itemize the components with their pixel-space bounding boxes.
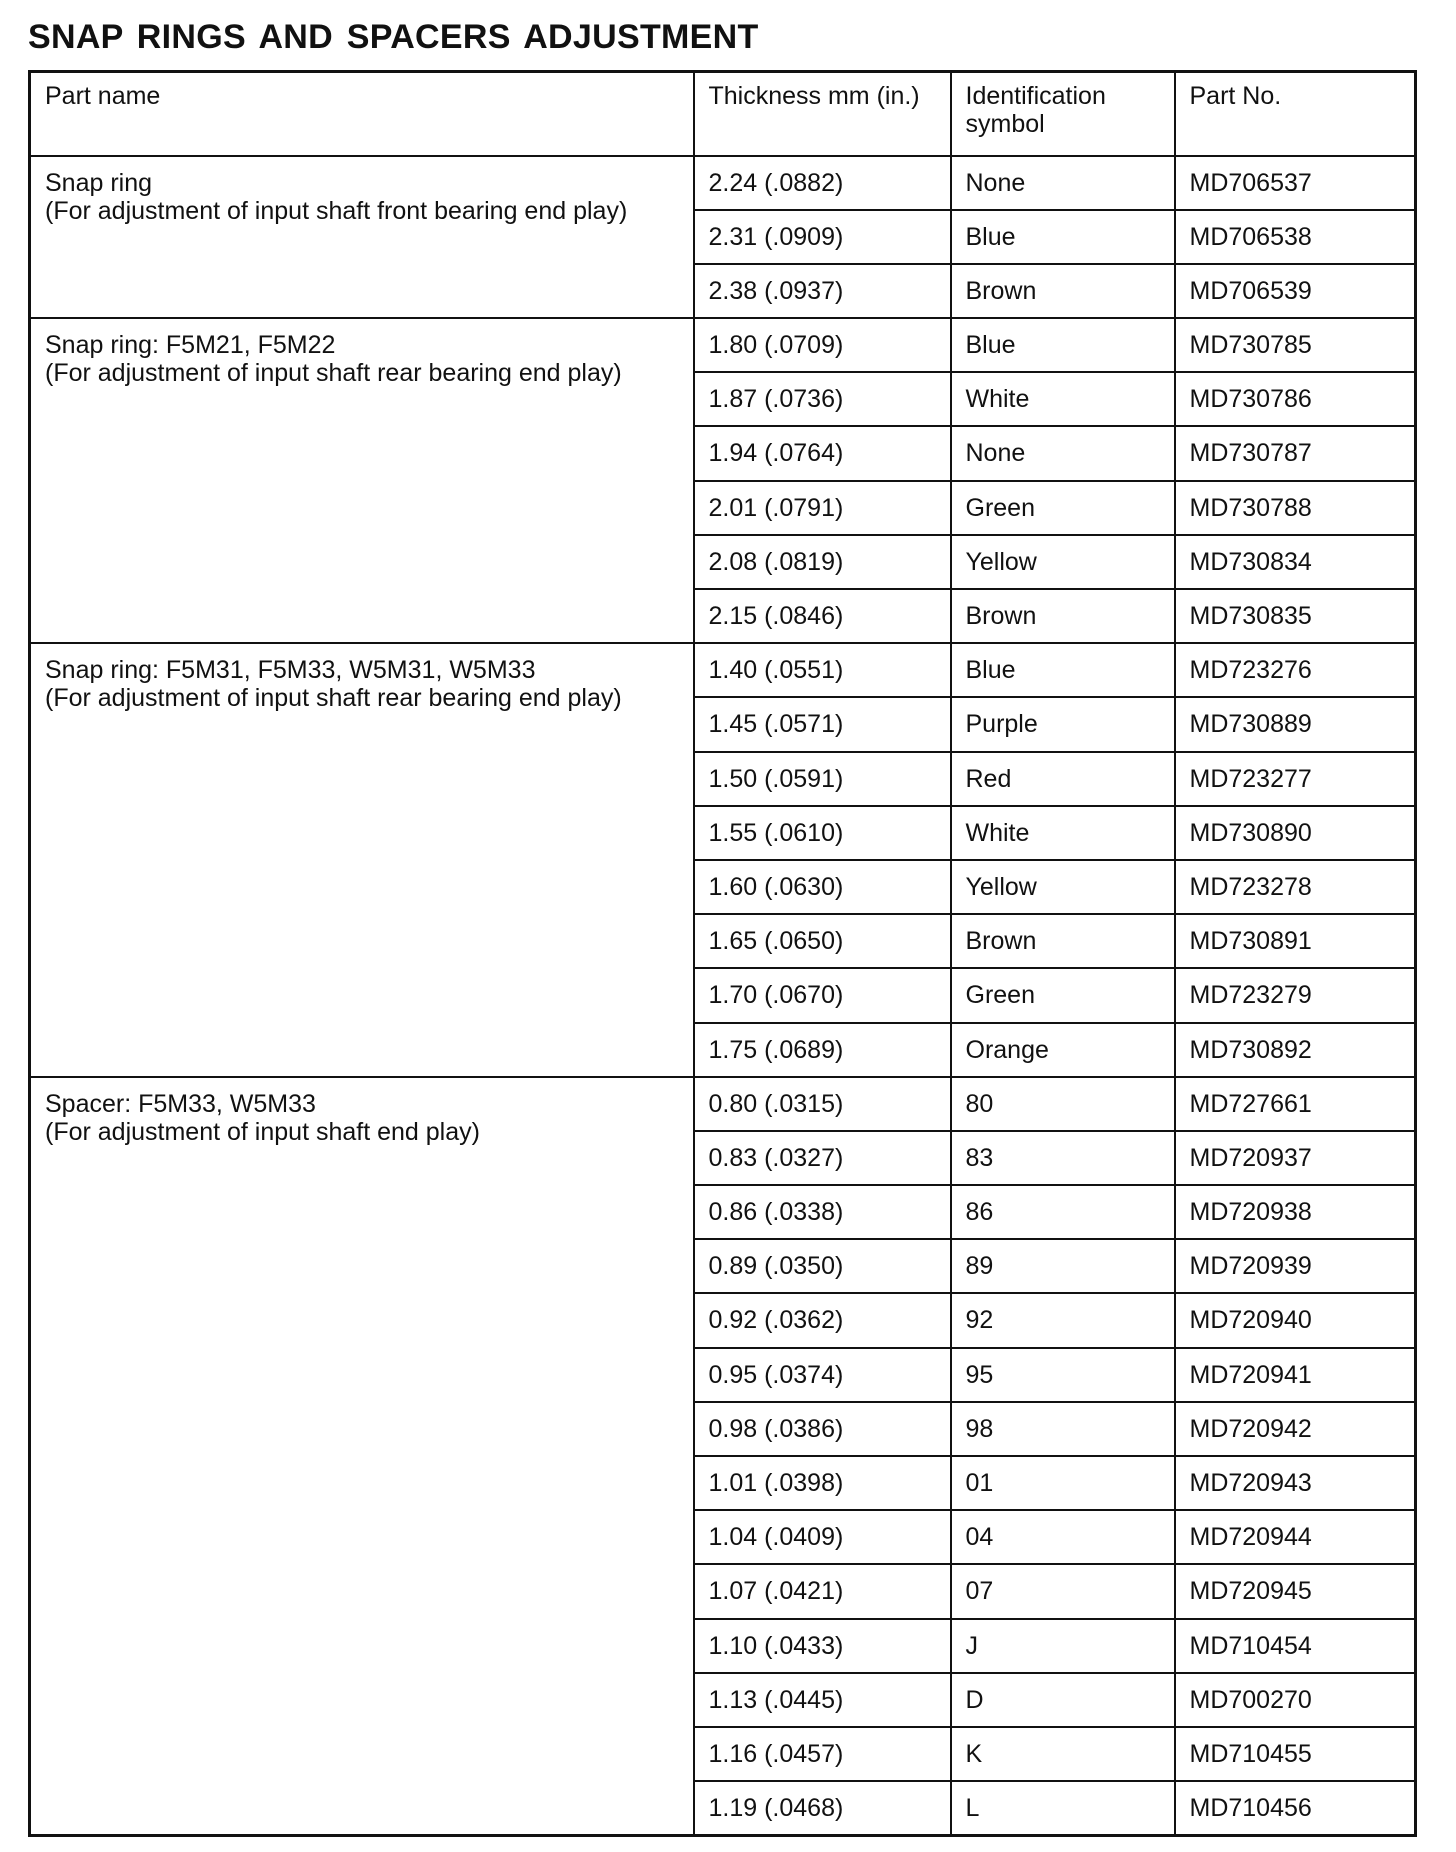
part-number-cell: MD727661 xyxy=(1175,1077,1416,1131)
thickness-cell: 1.60 (.0630) xyxy=(694,860,951,914)
part-number-cell: MD710455 xyxy=(1175,1727,1416,1781)
thickness-cell: 1.04 (.0409) xyxy=(694,1510,951,1564)
thickness-cell: 1.45 (.0571) xyxy=(694,697,951,751)
part-note: (For adjustment of input shaft rear bearing end play) xyxy=(45,684,622,713)
identification-symbol-cell: Blue xyxy=(951,210,1175,264)
identification-symbol-cell: 95 xyxy=(951,1348,1175,1402)
page-title: SNAP RINGS AND SPACERS ADJUSTMENT xyxy=(28,18,759,56)
column-header-identification-symbol xyxy=(951,72,1175,156)
thickness-cell: 0.83 (.0327) xyxy=(694,1131,951,1185)
identification-symbol-cell: Blue xyxy=(951,643,1175,697)
part-number-cell: MD723279 xyxy=(1175,968,1416,1022)
part-number-cell: MD720941 xyxy=(1175,1348,1416,1402)
identification-symbol-cell: Green xyxy=(951,481,1175,535)
thickness-cell: 1.19 (.0468) xyxy=(694,1781,951,1835)
thickness-cell: 1.65 (.0650) xyxy=(694,914,951,968)
part-number-cell: MD720939 xyxy=(1175,1239,1416,1293)
thickness-cell: 0.80 (.0315) xyxy=(694,1077,951,1131)
thickness-cell: 0.98 (.0386) xyxy=(694,1402,951,1456)
identification-symbol-cell: K xyxy=(951,1727,1175,1781)
part-number-cell: MD720945 xyxy=(1175,1564,1416,1618)
part-number-cell: MD710454 xyxy=(1175,1619,1416,1673)
identification-symbol-cell: 80 xyxy=(951,1077,1175,1131)
identification-symbol-cell: Yellow xyxy=(951,535,1175,589)
thickness-cell: 1.94 (.0764) xyxy=(694,426,951,480)
thickness-cell: 1.07 (.0421) xyxy=(694,1564,951,1618)
part-number-cell: MD723277 xyxy=(1175,752,1416,806)
identification-symbol-cell: Brown xyxy=(951,589,1175,643)
part-name-cell xyxy=(30,643,694,1077)
header-row xyxy=(30,72,1416,156)
part-number-cell: MD730785 xyxy=(1175,318,1416,372)
table-body xyxy=(30,156,1416,1836)
thickness-cell: 1.16 (.0457) xyxy=(694,1727,951,1781)
identification-symbol-cell: L xyxy=(951,1781,1175,1835)
thickness-cell: 1.55 (.0610) xyxy=(694,806,951,860)
identification-symbol-cell: Red xyxy=(951,752,1175,806)
identification-symbol-cell: Brown xyxy=(951,914,1175,968)
thickness-cell: 1.13 (.0445) xyxy=(694,1673,951,1727)
part-number-cell: MD720937 xyxy=(1175,1131,1416,1185)
part-number-cell: MD723276 xyxy=(1175,643,1416,697)
part-name: Snap ring xyxy=(45,168,153,197)
thickness-cell: 2.01 (.0791) xyxy=(694,481,951,535)
part-number-cell: MD706537 xyxy=(1175,156,1416,210)
identification-symbol-cell: 83 xyxy=(951,1131,1175,1185)
table-row xyxy=(30,318,1416,372)
identification-symbol-cell: 01 xyxy=(951,1456,1175,1510)
part-number-cell: MD730891 xyxy=(1175,914,1416,968)
part-name-cell xyxy=(30,156,694,319)
thickness-cell: 2.24 (.0882) xyxy=(694,156,951,210)
part-number-cell: MD730834 xyxy=(1175,535,1416,589)
thickness-cell: 1.50 (.0591) xyxy=(694,752,951,806)
column-header-part-no: Part No. xyxy=(1175,72,1416,156)
part-number-cell: MD730835 xyxy=(1175,589,1416,643)
identification-symbol-cell: Purple xyxy=(951,697,1175,751)
part-number-cell: MD720943 xyxy=(1175,1456,1416,1510)
identification-symbol-cell: None xyxy=(951,426,1175,480)
part-number-cell: MD730788 xyxy=(1175,481,1416,535)
thickness-cell: 0.89 (.0350) xyxy=(694,1239,951,1293)
thickness-cell: 1.70 (.0670) xyxy=(694,968,951,1022)
part-note: (For adjustment of input shaft end play) xyxy=(45,1117,480,1146)
thickness-cell: 1.80 (.0709) xyxy=(694,318,951,372)
thickness-cell: 1.87 (.0736) xyxy=(694,372,951,426)
identification-header-line1: Identification xyxy=(965,82,1106,110)
identification-header-line2: symbol xyxy=(965,110,1045,138)
identification-symbol-cell: None xyxy=(951,156,1175,210)
part-number-cell: MD730890 xyxy=(1175,806,1416,860)
identification-symbol-cell: Green xyxy=(951,968,1175,1022)
table-row xyxy=(30,1077,1416,1131)
identification-symbol-cell: 89 xyxy=(951,1239,1175,1293)
part-number-cell: MD730889 xyxy=(1175,697,1416,751)
part-number-cell: MD706539 xyxy=(1175,264,1416,318)
table-row xyxy=(30,156,1416,210)
identification-symbol-cell: Orange xyxy=(951,1023,1175,1077)
thickness-cell: 1.40 (.0551) xyxy=(694,643,951,697)
thickness-cell: 1.75 (.0689) xyxy=(694,1023,951,1077)
part-name: Snap ring: F5M31, F5M33, W5M31, W5M33 xyxy=(45,656,536,685)
part-number-cell: MD710456 xyxy=(1175,1781,1416,1835)
identification-symbol-cell: 92 xyxy=(951,1293,1175,1347)
part-number-cell: MD720938 xyxy=(1175,1185,1416,1239)
thickness-cell: 2.15 (.0846) xyxy=(694,589,951,643)
part-number-cell: MD730786 xyxy=(1175,372,1416,426)
column-header-thickness: Thickness mm (in.) xyxy=(694,72,951,156)
part-number-cell: MD700270 xyxy=(1175,1673,1416,1727)
table-header xyxy=(30,72,1416,156)
identification-symbol-cell: White xyxy=(951,806,1175,860)
part-number-cell: MD723278 xyxy=(1175,860,1416,914)
part-name: Snap ring: F5M21, F5M22 xyxy=(45,331,336,360)
identification-symbol-cell: Yellow xyxy=(951,860,1175,914)
identification-symbol-cell: White xyxy=(951,372,1175,426)
identification-symbol-cell: 04 xyxy=(951,1510,1175,1564)
thickness-cell: 1.10 (.0433) xyxy=(694,1619,951,1673)
part-name-cell xyxy=(30,1077,694,1836)
part-number-cell: MD720944 xyxy=(1175,1510,1416,1564)
part-number-cell: MD730787 xyxy=(1175,426,1416,480)
parts-table xyxy=(28,70,1417,1837)
column-header-part-name: Part name xyxy=(30,72,694,156)
part-number-cell: MD706538 xyxy=(1175,210,1416,264)
identification-symbol-cell: Brown xyxy=(951,264,1175,318)
thickness-cell: 2.38 (.0937) xyxy=(694,264,951,318)
part-number-cell: MD720942 xyxy=(1175,1402,1416,1456)
thickness-cell: 2.31 (.0909) xyxy=(694,210,951,264)
identification-symbol-cell: 07 xyxy=(951,1564,1175,1618)
part-name: Spacer: F5M33, W5M33 xyxy=(45,1089,316,1118)
thickness-cell: 2.08 (.0819) xyxy=(694,535,951,589)
identification-symbol-cell: Blue xyxy=(951,318,1175,372)
part-number-cell: MD720940 xyxy=(1175,1293,1416,1347)
identification-symbol-cell: D xyxy=(951,1673,1175,1727)
part-number-cell: MD730892 xyxy=(1175,1023,1416,1077)
part-note: (For adjustment of input shaft rear bearing end play) xyxy=(45,359,622,388)
part-note: (For adjustment of input shaft front bearing end play) xyxy=(45,196,628,225)
identification-symbol-cell: J xyxy=(951,1619,1175,1673)
thickness-cell: 0.92 (.0362) xyxy=(694,1293,951,1347)
table-row xyxy=(30,643,1416,697)
identification-symbol-cell: 98 xyxy=(951,1402,1175,1456)
thickness-cell: 0.95 (.0374) xyxy=(694,1348,951,1402)
thickness-cell: 0.86 (.0338) xyxy=(694,1185,951,1239)
thickness-cell: 1.01 (.0398) xyxy=(694,1456,951,1510)
identification-symbol-cell: 86 xyxy=(951,1185,1175,1239)
part-name-cell xyxy=(30,318,694,643)
